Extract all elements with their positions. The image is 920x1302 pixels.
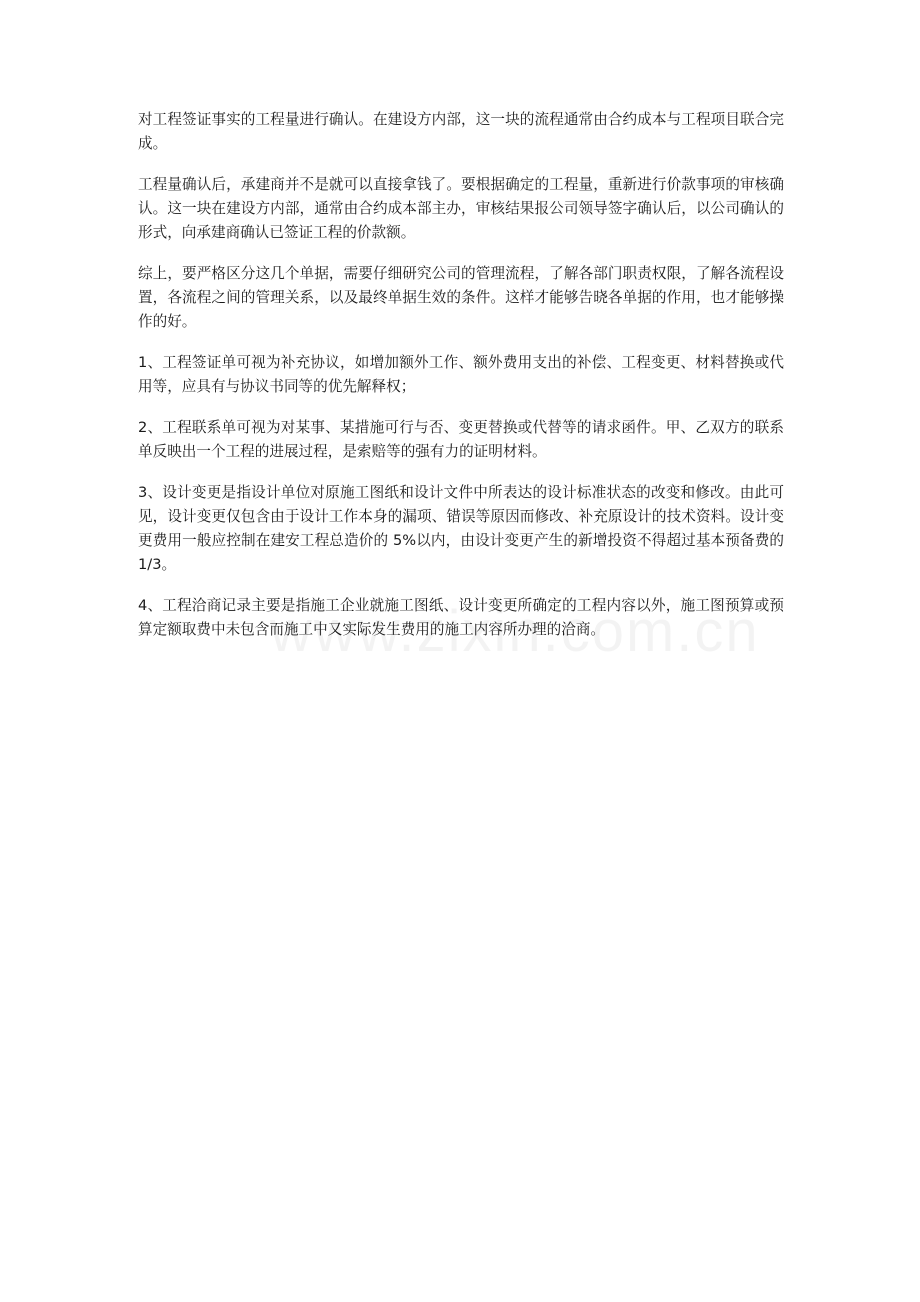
paragraph-quantity-confirmation: 对工程签证事实的工程量进行确认。在建设方内部，这一块的流程通常由合约成本与工程项目联合完成。 — [138, 111, 784, 152]
paragraph-item-2-contact-form: 2、工程联系单可视为对某事、某措施可行与否、变更替换或代替等的请求函件。甲、乙双方的联系单反映出一个工程的进展过程，是索赔等的强有力的证明材料。 — [138, 419, 784, 460]
paragraph-item-1-visa-form: 1、工程签证单可视为补充协议，如增加额外工作、额外费用支出的补偿、工程变更、材料替换或代用等，应具有与协议书同等的优先解释权； — [138, 354, 784, 395]
paragraph-item-3-design-change: 3、设计变更是指设计单位对原施工图纸和设计文件中所表达的设计标准状态的改变和修改。由此可见，设计变更仅包含由于设计工作本身的漏项、错误等原因而修改、补充原设计的技术资料。设计变更费用一般应控制在建安工程总造价的 5%以内，由设计变更产生的新增投资不得超过基本预备费的 1/3。 — [138, 484, 784, 573]
paragraph-summary: 综上，要严格区分这几个单据，需要仔细研究公司的管理流程，了解各部门职责权限，了解各流程设置，各流程之间的管理关系，以及最终单据生效的条件。这样才能够告晓各单据的作用，也才能够操作的好。 — [138, 265, 784, 330]
paragraph-item-4-negotiation-record: 4、工程洽商记录主要是指施工企业就施工图纸、设计变更所确定的工程内容以外，施工图预算或预算定额取费中未包含而施工中又实际发生费用的施工内容所办理的洽商。 — [138, 597, 784, 638]
document-body — [138, 108, 784, 659]
paragraph-price-confirmation: 工程量确认后，承建商并不是就可以直接拿钱了。要根据确定的工程量，重新进行价款事项的审核确认。这一块在建设方内部，通常由合约成本部主办，审核结果报公司领导签字确认后，以公司确认的形式，向承建商确认已签证工程的价款额。 — [138, 176, 784, 241]
